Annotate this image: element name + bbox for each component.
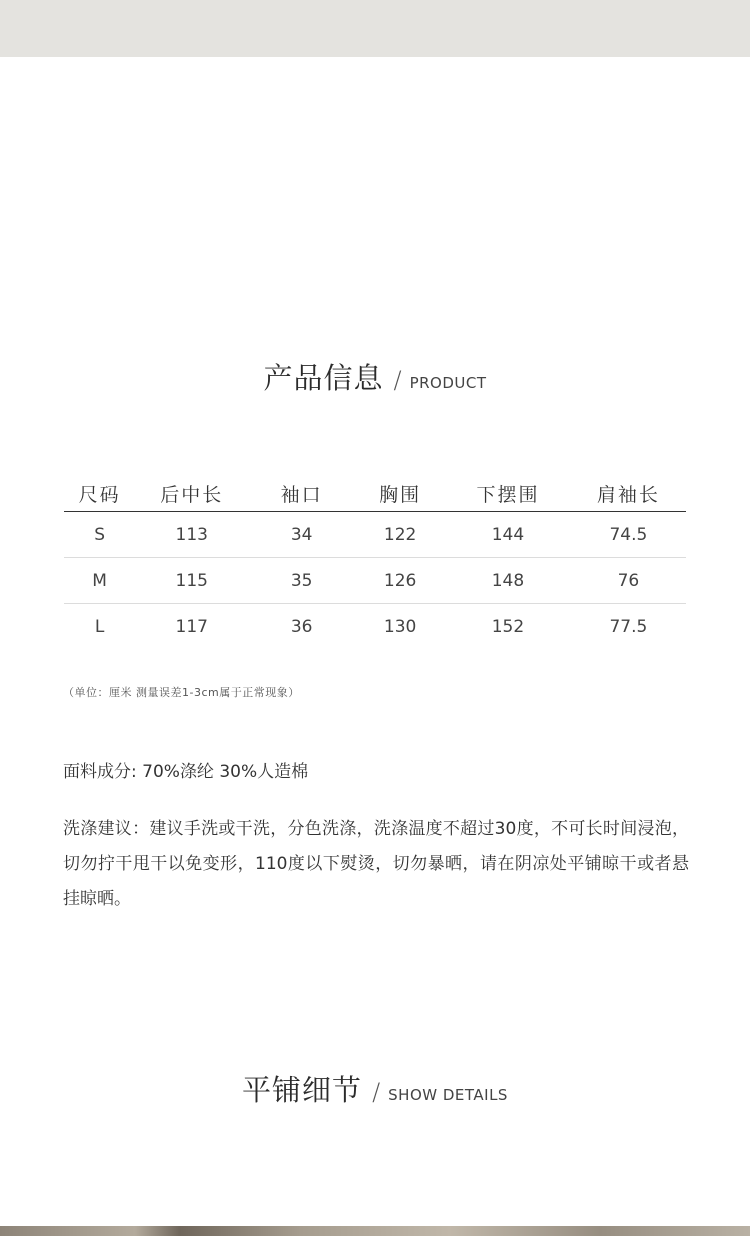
table-row <box>64 512 686 558</box>
product-title-cn: 产品信息 <box>263 361 384 395</box>
table-cell: 74.5 <box>571 512 686 558</box>
details-title-en: SHOW DETAILS <box>388 1086 508 1104</box>
table-cell: 130 <box>383 616 417 637</box>
table-cell: M <box>64 558 135 604</box>
product-section-title <box>0 356 750 397</box>
table-cell: 76 <box>571 558 686 604</box>
bottom-image-strip <box>0 1226 750 1236</box>
table-cell: 117 <box>175 616 208 637</box>
table-cell: L <box>94 616 105 637</box>
title-slash: / <box>393 366 402 394</box>
header-back-length: 后中长 <box>135 476 248 512</box>
fabric-composition: 面料成分: 70%涤纶 30%人造棉 <box>63 762 309 782</box>
table-cell: 122 <box>355 512 445 558</box>
header-size: 尺码 <box>64 476 135 512</box>
table-cell: 126 <box>355 558 445 604</box>
table-header-row <box>64 476 686 512</box>
care-instructions: 洗涤建议：建议手洗或干洗，分色洗涤，洗涤温度不超过30度，不可长时间浸泡，切勿拧干甩干以免变形，110度以下熨烫，切勿暴晒，请在阴凉处平铺晾干或者悬挂晾晒。 <box>63 819 689 909</box>
header-cuff: 袖口 <box>248 476 355 512</box>
table-cell: 36 <box>290 616 313 637</box>
table-row <box>64 558 686 604</box>
table-cell: 152 <box>491 616 525 637</box>
table-cell: S <box>64 512 135 558</box>
table-cell: 113 <box>135 512 248 558</box>
measurement-note: （单位：厘米 测量误差1-3cm属于正常现象） <box>63 686 300 699</box>
table-cell: 115 <box>135 558 248 604</box>
table-cell: 35 <box>248 558 355 604</box>
size-chart-table <box>64 476 686 649</box>
header-chest: 胸围 <box>355 476 445 512</box>
table-cell: 144 <box>445 512 571 558</box>
table-row <box>64 604 686 650</box>
table-cell: 148 <box>445 558 571 604</box>
top-image-strip <box>0 0 750 57</box>
title-slash: / <box>372 1078 381 1106</box>
table-cell: 77.5 <box>609 616 648 637</box>
table-cell: 34 <box>248 512 355 558</box>
details-title-cn: 平铺细节 <box>242 1073 363 1107</box>
header-sleeve-length: 肩袖长 <box>571 476 686 512</box>
details-section-title <box>0 1068 750 1109</box>
product-title-en: PRODUCT <box>409 374 487 392</box>
header-hem: 下摆围 <box>445 476 571 512</box>
